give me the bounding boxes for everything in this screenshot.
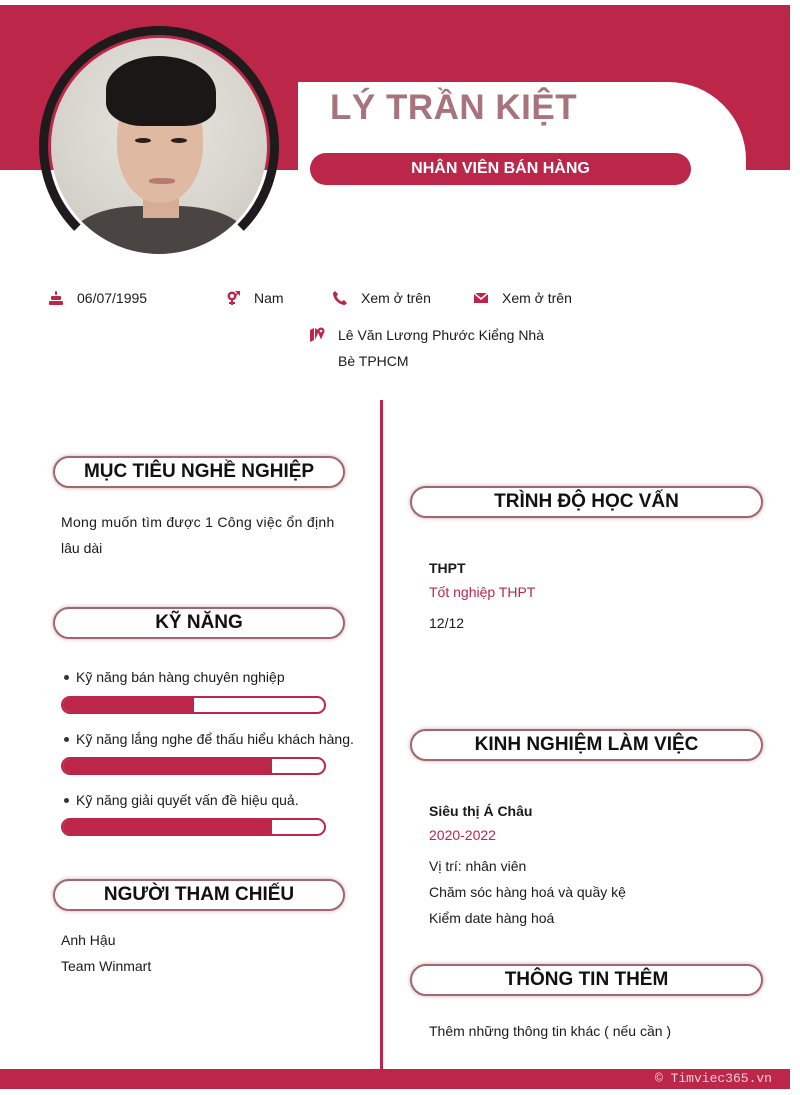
objective-line-1: Mong muốn tìm được 1 Công việc ổn định [61, 514, 335, 530]
phone-value: Xem ở trên [361, 290, 431, 306]
skills-heading: KỸ NĂNG [53, 607, 345, 639]
gender-icon [225, 290, 241, 306]
experience-period: 2020-2022 [429, 827, 496, 843]
experience-line: Chăm sóc hàng hoá và quầy kệ [429, 884, 626, 900]
experience-line: Vị trí: nhân viên [429, 858, 527, 874]
bullet-icon [64, 675, 69, 680]
objective-text [61, 509, 341, 561]
skill-progress-fill [63, 759, 272, 773]
contact-phone [332, 290, 431, 306]
footer-bar [0, 1069, 790, 1089]
birthday-cake-icon [48, 290, 64, 306]
education-school: THPT [429, 560, 466, 576]
experience-company: Siêu thị Á Châu [429, 803, 533, 819]
experience-line: Kiểm date hàng hoá [429, 910, 555, 926]
skill-progress-fill [63, 698, 194, 712]
reference-org: Team Winmart [61, 958, 152, 974]
contact-birthday [48, 290, 147, 306]
contact-gender [225, 290, 284, 306]
bullet-icon [64, 737, 69, 742]
skill-progress-fill [63, 820, 272, 834]
map-pin-icon [309, 326, 325, 342]
candidate-name: LÝ TRẦN KIỆT [330, 88, 578, 127]
skill-item [64, 669, 285, 685]
watermark: © Timviec365.vn [654, 1071, 772, 1086]
additional-info-text: Thêm những thông tin khác ( nếu cần ) [429, 1023, 672, 1039]
envelope-icon [473, 290, 489, 306]
skill-item [64, 792, 299, 808]
objective-line-2: lâu dài [61, 540, 103, 556]
contact-address-icon-wrap [309, 326, 338, 342]
skill-progress-bar [61, 757, 326, 775]
education-heading: TRÌNH ĐỘ HỌC VẤN [410, 486, 763, 518]
address [338, 322, 548, 374]
reference-name: Anh Hậu [61, 932, 116, 948]
phone-icon [332, 290, 348, 306]
experience-heading: KINH NGHIỆM LÀM VIỆC [410, 729, 763, 761]
birthday-value: 06/07/1995 [77, 290, 148, 306]
objective-heading: MỤC TIÊU NGHỀ NGHIỆP [53, 456, 345, 488]
additional-info-heading: THÔNG TIN THÊM [410, 964, 763, 996]
address-line-2: Bè TPHCM [338, 353, 409, 369]
skill-label: Kỹ năng lắng nghe để thấu hiểu khách hàng. [76, 731, 354, 747]
avatar [51, 38, 267, 254]
skill-progress-bar [61, 818, 326, 836]
gender-value: Nam [254, 290, 284, 306]
education-degree: Tốt nghiệp THPT [429, 584, 536, 600]
column-divider [380, 400, 383, 1070]
email-value: Xem ở trên [502, 290, 572, 306]
job-title-badge: NHÂN VIÊN BÁN HÀNG [310, 153, 691, 185]
experience-details [429, 853, 626, 931]
references-heading: NGƯỜI THAM CHIẾU [53, 879, 345, 911]
skill-item [64, 731, 354, 747]
references-text [61, 927, 151, 979]
skill-progress-bar [61, 696, 326, 714]
bullet-icon [64, 798, 69, 803]
education-detail: 12/12 [429, 615, 465, 631]
contact-email [473, 290, 572, 306]
address-line-1: Lê Văn Lương Phước Kiểng Nhà [338, 327, 545, 343]
skill-label: Kỹ năng giải quyết vấn đề hiệu quả. [76, 792, 299, 808]
skill-label: Kỹ năng bán hàng chuyên nghiệp [76, 669, 285, 685]
